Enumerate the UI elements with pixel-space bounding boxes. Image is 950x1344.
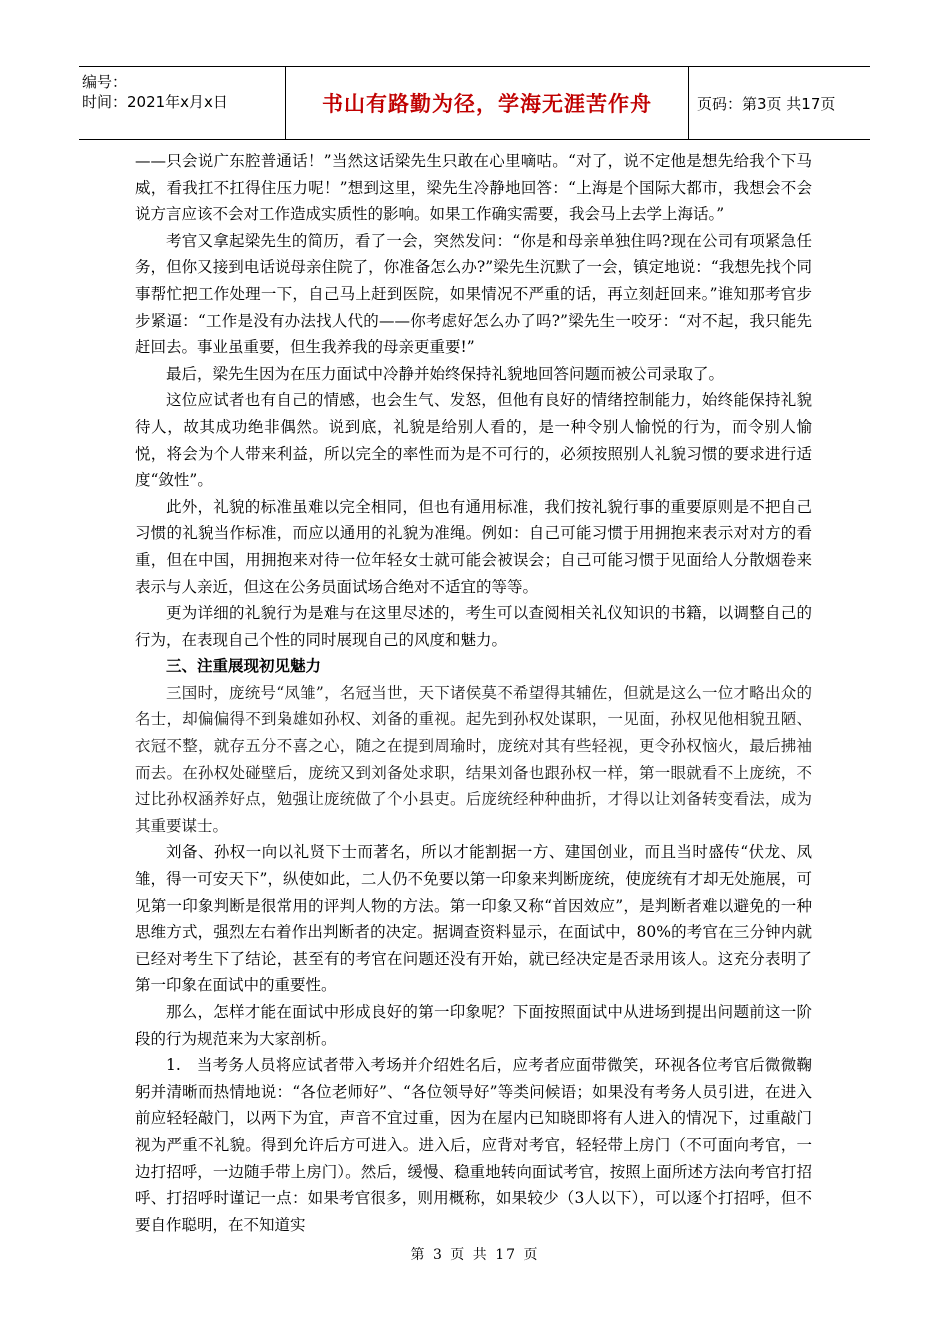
paragraph: 考官又拿起梁先生的简历，看了一会，突然发问：“你是和母亲单独住吗?现在公司有项紧急任务，但你又接到电话说母亲住院了，你准备怎么办?”梁先生沉默了一会，镇定地说：“我想先找个同事帮忙把工作处理一下，自己马上赶到医院，如果情况不严重的话，再立刻赶回来。”谁知那考官步步紧逼：“工作是没有办法找人代的——你考虑好怎么办了吗?”梁先生一咬牙：“对不起，我只能先赶回去。事业虽重要，但生我养我的母亲更重要!” bbox=[135, 231, 812, 357]
paragraph: 此外，礼貌的标准虽难以完全相同，但也有通用标准，我们按礼貌行事的重要原则是不把自己习惯的礼貌当作标准，而应以通用的礼貌为准绳。例如：自己可能习惯于用拥抱来表示对对方的看重，但在中国，用拥抱来对待一位年轻女士就可能会被误会；自己可能习惯于见面给人分散烟卷来表示与人亲近，但这在公务员面试场合绝对不适宜的等等。 bbox=[135, 497, 812, 596]
paragraph: 这位应试者也有自己的情感，也会生气、发怒，但他有良好的情绪控制能力，始终能保持礼貌待人，故其成功绝非偶然。说到底，礼貌是给别人看的，是一种令别人愉悦的行为，而令别人愉悦，将会为个人带来利益，所以完全的率性而为是不可行的，必须按照别人礼貌习惯的要求进行适度“敛性”。 bbox=[135, 391, 812, 490]
section-heading: 三、注重展现初见魅力 bbox=[166, 657, 322, 676]
page-header bbox=[79, 66, 870, 140]
paragraph: 最后，梁先生因为在压力面试中冷静并始终保持礼貌地回答问题而被公司录取了。 bbox=[166, 364, 725, 383]
paragraph: 三国时，庞统号“凤雏”，名冠当世，天下诸侯莫不希望得其辅佐，但就是这么一位才略出众的名士，却偏偏得不到枭雄如孙权、刘备的重视。起先到孙权处谋职，一见面，孙权见他相貌丑陋、衣冠不整，就存五分不喜之心，随之在提到周瑜时，庞统对其有些轻视，更令孙权恼火，最后拂袖而去。在孙权处碰壁后，庞统又到刘备处求职，结果刘备也跟孙权一样，第一眼就看不上庞统，不过比孙权涵养好点，勉强让庞统做了个小县吏。后庞统经种种曲折，才得以让刘备转变看法，成为其重要谋士。 bbox=[135, 683, 812, 835]
paragraph: 1. 当考务人员将应试者带入考场并介绍姓名后，应考者应面带微笑，环视各位考官后微微鞠躬并清晰而热情地说：“各位老师好”、“各位领导好”等类问候语；如果没有考务人员引进，在进入前应轻轻敲门，以两下为宜，声音不宜过重，因为在屋内已知晓即将有人进入的情况下，过重敲门视为严重不礼貌。得到允许后方可进入。进入后，应背对考官，轻轻带上房门（不可面向考官，一边打招呼，一边随手带上房门）。然后，缓慢、稳重地转向面试考官，按照上面所述方法向考官打招呼、打招呼时谨记一点：如果考官很多，则用概称，如果较少（3人以下），可以逐个打招呼，但不要自作聪明，在不知道实 bbox=[135, 1056, 812, 1234]
header-motto: 书山有路勤为径，学海无涯苦作舟 bbox=[286, 67, 689, 139]
header-page-info: 页码：第3页 共17页 bbox=[697, 94, 836, 113]
document-body bbox=[135, 148, 812, 1238]
paragraph: 刘备、孙权一向以礼贤下士而著名，所以才能割据一方、建国创业，而且当时盛传“伏龙、凤雏，得一可安天下”，纵使如此，二人仍不免要以第一印象来判断庞统，使庞统有才却无处施展，可见第一印象判断是很常用的评判人物的方法。第一印象又称“首因效应”，是判断者难以避免的一种思维方式，强烈左右着作出判断者的决定。据调查资料显示，在面试中，80%的考官在三分钟内就已经对考生下了结论，甚至有的考官在问题还没有开始，就已经决定是否录用该人。这充分表明了第一印象在面试中的重要性。 bbox=[135, 843, 812, 995]
paragraph: 更为详细的礼貌行为是难与在这里尽述的，考生可以查阅相关礼仪知识的书籍，以调整自己的行为，在表现自己个性的同时展现自己的风度和魅力。 bbox=[135, 604, 812, 649]
page-footer: 第 3 页 共 17 页 bbox=[410, 1247, 540, 1263]
document-number-label: 编号： bbox=[82, 73, 128, 91]
paragraph: 那么，怎样才能在面试中形成良好的第一印象呢？下面按照面试中从进场到提出问题前这一阶段的行为规范来为大家剖析。 bbox=[135, 1003, 812, 1048]
document-date: 时间：2021年x月x日 bbox=[82, 93, 228, 111]
header-meta bbox=[79, 67, 286, 139]
paragraph: ——只会说广东腔普通话！”当然这话梁先生只敢在心里嘀咕。“对了，说不定他是想先给我个下马威，看我扛不扛得住压力呢！”想到这里，梁先生冷静地回答：“上海是个国际大都市，我想会不会说方言应该不会对工作造成实质性的影响。如果工作确实需要，我会马上去学上海话。” bbox=[135, 152, 812, 224]
